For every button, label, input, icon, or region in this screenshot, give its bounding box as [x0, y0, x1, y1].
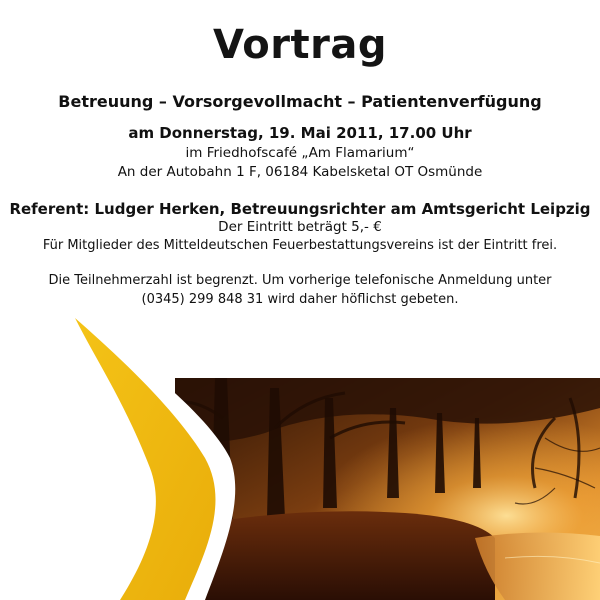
topic-subtitle: Betreuung – Vorsorgevollmacht – Patientenverfügung [58, 92, 542, 111]
admission-fee: Der Eintritt beträgt 5,- € [218, 219, 382, 235]
yellow-swoosh-decoration [0, 318, 300, 600]
event-date: am Donnerstag, 19. Mai 2011, 17.00 Uhr [128, 124, 472, 142]
member-admission-note: Für Mitglieder des Mitteldeutschen Feuerbestattungsvereins ist der Eintritt frei. [42, 238, 558, 253]
page-title: Vortrag [213, 22, 387, 68]
registration-note-line-1: Die Teilnehmerzahl ist begrenzt. Um vorherige telefonische Anmeldung unter [48, 273, 552, 288]
speaker-line: Referent: Ludger Herken, Betreuungsrichter am Amtsgericht Leipzig [9, 200, 591, 218]
registration-note-line-2: (0345) 299 848 31 wird daher höflichst gebeten. [141, 292, 459, 307]
event-venue: im Friedhofscafé „Am Flamarium“ [185, 145, 415, 161]
event-address: An der Autobahn 1 F, 06184 Kabelsketal OT Osmünde [117, 164, 483, 180]
